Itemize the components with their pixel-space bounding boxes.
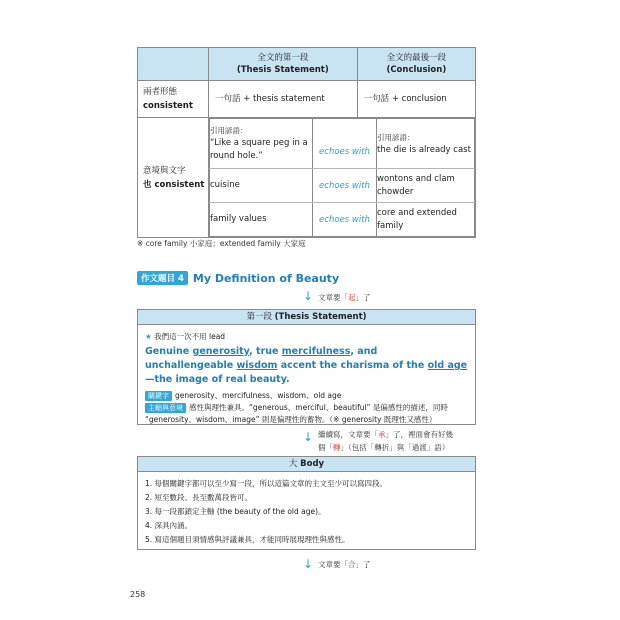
row-form-first: 一句話 + thesis statement bbox=[209, 81, 358, 118]
theme-label: 主軸與意境 bbox=[145, 403, 186, 413]
hint-continue: 繼續寫，文章要「承」了，裡面會有好幾 個「轉」（包括「轉折」與「過渡」語） bbox=[318, 430, 453, 452]
down-arrow-icon: ↓ bbox=[303, 557, 314, 571]
echo-text: echoes with bbox=[313, 203, 377, 237]
row-meaning-label: 意境與文字 也 consistent bbox=[138, 118, 209, 238]
header-last-en: (Conclusion) bbox=[386, 65, 447, 75]
row-form-label: 兩者形態 consistent bbox=[138, 81, 209, 118]
meaning-subtable bbox=[209, 118, 475, 237]
list-item: 2. 短至數段、長至數萬段皆可。 bbox=[145, 493, 253, 502]
idiom-right-cell: 引用諺語： the die is already cast bbox=[377, 119, 475, 169]
lead-note: ★ 我們這一次不用 lead bbox=[145, 332, 226, 341]
family-cell: core and extended family bbox=[377, 203, 475, 237]
keywords-line: 關鍵字 generosity、mercifulness、wisdom、old age bbox=[145, 390, 468, 402]
header-first-paragraph: 全文的第一段 (Thesis Statement) bbox=[209, 48, 358, 81]
page-number: 258 bbox=[130, 590, 146, 599]
family-note: ※ core family 小家庭；extended family 大家庭 bbox=[137, 239, 306, 248]
thesis-box-header: 第一段 (Thesis Statement) bbox=[138, 310, 475, 325]
chowder-cell: wontons and clam chowder bbox=[377, 169, 475, 203]
theme-line: 主軸與意境 感性與理性兼具。“generous、merciful、beautiful” 是偏感性的描述，同時 “generosity、wisdom、image” 則是偏理性的蓄物。（※ generosity 既理性又感性） bbox=[145, 403, 448, 424]
thesis-sentence: Genuine generosity, true mercifulness, and unchallengeable wisdom accent the charisma of the old age—the image of real beauty. bbox=[145, 346, 468, 385]
down-arrow-icon: ↓ bbox=[303, 289, 314, 303]
header-last-paragraph: 全文的最後一段 (Conclusion) bbox=[357, 48, 475, 81]
row-meaning-content bbox=[209, 118, 476, 238]
echo-text: echoes with bbox=[313, 119, 377, 169]
star-icon: ★ bbox=[145, 332, 152, 341]
down-arrow-icon: ↓ bbox=[303, 430, 314, 444]
list-item: 3. 每一段都鎖定主軸 (the beauty of the old age)。 bbox=[145, 507, 326, 516]
cuisine-cell: cuisine bbox=[210, 169, 313, 203]
list-item: 4. 深具內涵。 bbox=[145, 521, 193, 530]
topic-tag: 作文題目 4 bbox=[137, 271, 188, 285]
idiom-left-cell: 引用諺語： “Like a square peg in a round hole.” bbox=[210, 119, 313, 169]
table-corner bbox=[138, 48, 209, 81]
echo-text: echoes with bbox=[313, 169, 377, 203]
row-form-last: 一句話 + conclusion bbox=[357, 81, 475, 118]
keywords-label: 關鍵字 bbox=[145, 391, 172, 401]
body-box bbox=[137, 456, 476, 550]
body-points bbox=[138, 472, 475, 552]
family-values-cell: family values bbox=[210, 203, 313, 237]
comparison-table bbox=[137, 47, 476, 238]
list-item: 1. 每個關鍵字都可以至少寫一段，所以這篇文章的主文至少可以寫四段。 bbox=[145, 479, 388, 488]
topic-title: My Definition of Beauty bbox=[192, 271, 340, 285]
essay-topic bbox=[137, 271, 339, 285]
list-item: 5. 寫這個題目須情感與評議兼具，才能同時展現理性與感性。 bbox=[145, 535, 350, 544]
header-first-en: (Thesis Statement) bbox=[236, 65, 329, 75]
body-box-header: 大 Body bbox=[138, 457, 475, 472]
thesis-box bbox=[137, 309, 476, 425]
hint-conclude: 文章要「合」了 bbox=[318, 560, 371, 569]
hint-start: 文章要「起」了 bbox=[318, 293, 371, 302]
